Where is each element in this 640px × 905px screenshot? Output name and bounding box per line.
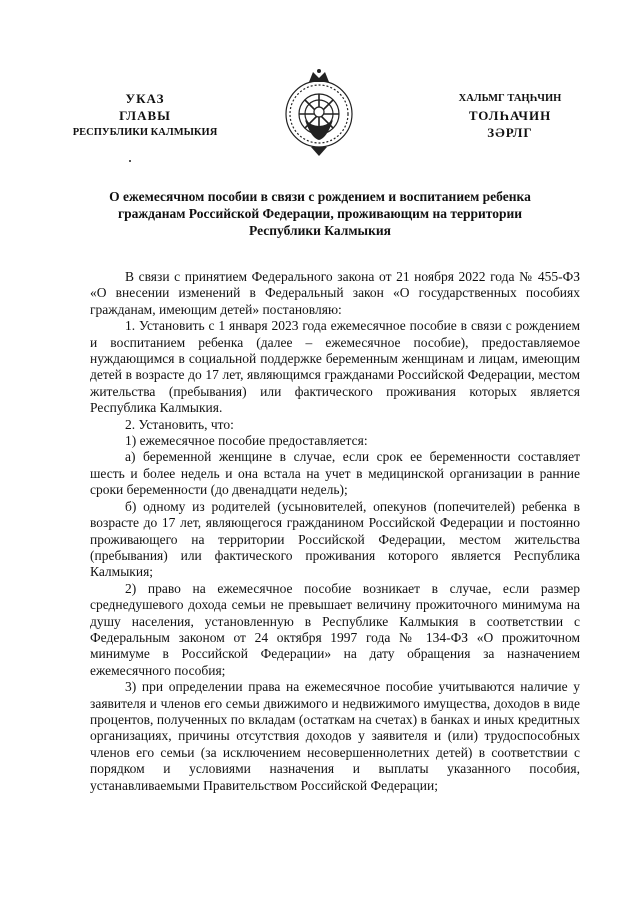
paragraph-clause-1: 1. Установить с 1 января 2023 года ежемесячное пособие в связи с рождением и воспитанием ребенка (далее – ежемесячное пособие), предоставляемое нуждающимся в социальной поддержке беременным женщинам и лицам, имеющим детей в возрасте до 17 лет, являющимся гражданами Российской Федерации, местом жительства (пребывания) или фактического проживания которых является Республика Калмыкия. — [90, 318, 580, 416]
header-left-line-3: РЕСПУБЛИКИ КАЛМЫКИЯ — [72, 127, 218, 138]
header-right-line-2: ТОЛҺАЧИН — [468, 108, 552, 123]
decree-title-line-3: Республики Калмыкия — [249, 223, 391, 238]
header-right-line-3: ЗӘРЛГ — [487, 125, 533, 140]
paragraph-item-1a: а) беременной женщине в случае, если срок ее беременности составляет шесть и более недель и она встала на учет в медицинской организации в ранние сроки беременности (до двенадцати недель); — [90, 449, 580, 498]
scan-speck — [129, 160, 131, 162]
header-right — [420, 90, 600, 141]
kalmykia-coat-of-arms-icon — [283, 68, 355, 158]
decree-title — [60, 188, 580, 239]
paragraph-item-3: 3) при определении права на ежемесячное пособие учитываются наличие у заявителя и членов его семьи движимого и недвижимого имущества, доходов в виде процентов, полученных по вкладам (остаткам на счетах) в банках и иных кредитных организациях, причины отсутствия доходов у заявителя и (или) трудоспособных членов его семьи (за исключением несовершеннолетних детей) в соответствии с порядком и условиями назначения и выплаты указанного пособия, устанавливаемыми Правительством Российской Федерации; — [90, 679, 580, 793]
paragraph-item-1b: б) одному из родителей (усыновителей, опекунов (попечителей) ребенка в возрасте до 17 лет, являющегося гражданином Российской Федерации и постоянно проживающего на территории Российской Федерации, местом жительства (пребывания) или фактического проживания которого является Республика Калмыкия; — [90, 498, 580, 580]
decree-title-line-1: О ежемесячном пособии в связи с рождением и воспитанием ребенка — [109, 189, 531, 204]
paragraph-preamble: В связи с принятием Федерального закона от 21 ноября 2022 года № 455-ФЗ «О внесении изменений в Федеральный закон «О государственных пособиях гражданам, имеющим детей» постановляю: — [90, 269, 580, 317]
paragraph-item-1: 1) ежемесячное пособие предоставляется: — [125, 433, 368, 449]
paragraph-clause-2: 2. Установить, что: — [125, 416, 234, 432]
paragraph-item-2: 2) право на ежемесячное пособие возникает в случае, если размер среднедушевого дохода семьи не превышает величину прожиточного минимума на душу населения, установленную в Республике Калмыкия в соответствии с Федеральным законом от 24 октября 1997 года № 134-ФЗ «О прожиточном минимуме в Российской Федерации» на дату обращения за назначением ежемесячного пособия; — [90, 580, 580, 678]
header-left-line-2: ГЛАВЫ — [119, 108, 171, 123]
header-left — [40, 90, 250, 141]
decree-title-line-2: гражданам Российской Федерации, проживающим на территории — [117, 206, 523, 221]
header-right-line-1: ХАЛЬМГ ТАҢҺЧИН — [458, 93, 562, 104]
header-left-line-1: УКАЗ — [125, 91, 165, 106]
decree-body — [90, 269, 580, 794]
